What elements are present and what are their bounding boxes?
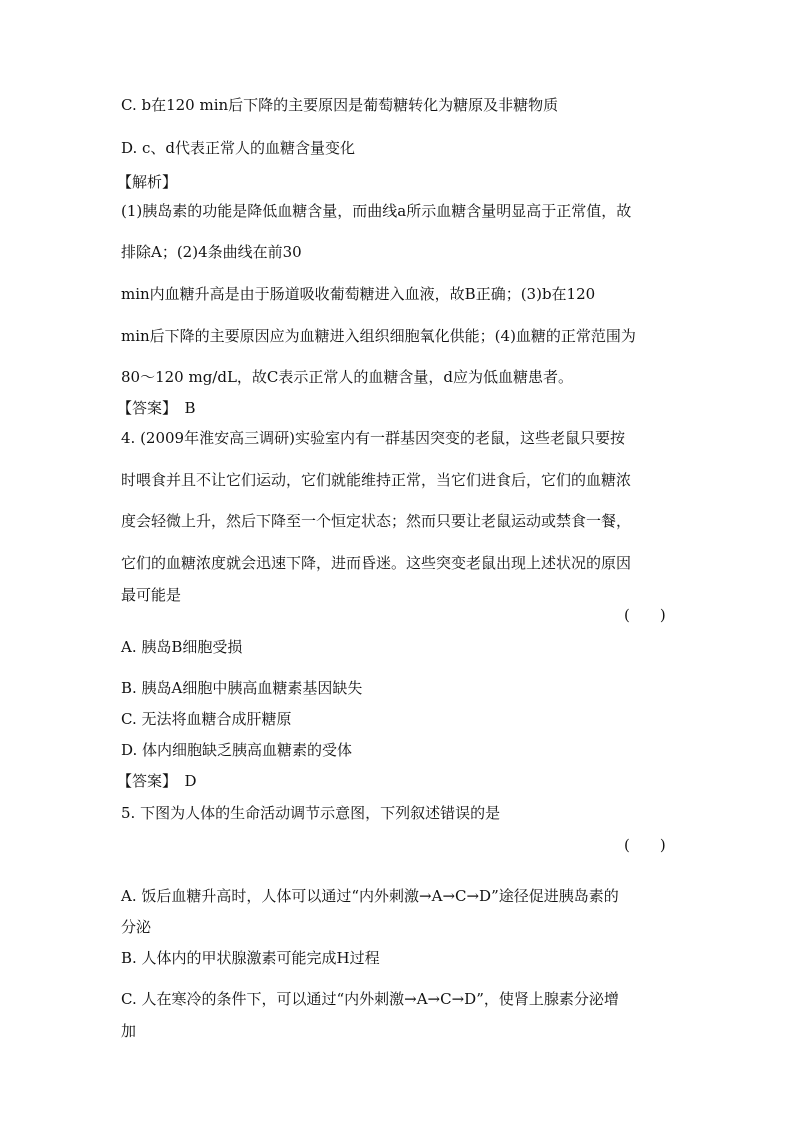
option-a-q4: A. 胰岛B细胞受损 [121,638,243,656]
question-4-stem: 最可能是 [121,586,182,604]
analysis-heading: 【解析】 [117,173,178,191]
option-d-q3: D. c、d代表正常人的血糖含量变化 [121,139,356,157]
question-4-stem: 4. (2009年淮安高三调研)实验室内有一群基因突变的老鼠，这些老鼠只要按 [121,429,625,447]
question-4-stem: 时喂食并且不让它们运动，它们就能维持正常，当它们进食后，它们的血糖浓 [121,471,632,489]
analysis-line: min内血糖升高是由于肠道吸收葡萄糖进入血液，故B正确；(3)b在120 [121,285,596,303]
answer-blank: ( ) [624,606,666,624]
analysis-line: min后下降的主要原因应为血糖进入组织细胞氧化供能；(4)血糖的正常范围为 [121,327,636,345]
option-c-q5-cont: 加 [121,1022,137,1040]
option-b-q4: B. 胰岛A细胞中胰高血糖素基因缺失 [121,679,363,697]
option-d-q4: D. 体内细胞缺乏胰高血糖素的受体 [121,741,353,759]
option-c-q3: C. b在120 min后下降的主要原因是葡萄糖转化为糖原及非糖物质 [121,96,559,114]
question-5-stem: 5. 下图为人体的生命活动调节示意图，下列叙述错误的是 [121,804,501,822]
option-a-q5-cont: 分泌 [121,918,152,936]
option-c-q4: C. 无法将血糖合成肝糖原 [121,710,292,728]
option-a-q5: A. 饭后血糖升高时，人体可以通过“内外刺激→A→C→D”途径促进胰岛素的 [121,887,619,905]
analysis-line: (1)胰岛素的功能是降低血糖含量，而曲线a所示血糖含量明显高于正常值，故 [121,202,632,220]
analysis-line: 80～120 mg/dL，故C表示正常人的血糖含量，d应为低血糖患者。 [121,368,574,386]
question-4-stem: 它们的血糖浓度就会迅速下降，进而昏迷。这些突变老鼠出现上述状况的原因 [121,554,632,572]
answer-q4: 【答案】 D [117,772,197,790]
answer-blank: ( ) [624,836,666,854]
option-b-q5: B. 人体内的甲状腺激素可能完成H过程 [121,949,380,967]
option-c-q5: C. 人在寒冷的条件下，可以通过“内外刺激→A→C→D”，使肾上腺素分泌增 [121,990,619,1008]
answer-q3: 【答案】 B [117,399,196,417]
analysis-line: 排除A；(2)4条曲线在前30 [121,243,302,261]
question-4-stem: 度会轻微上升，然后下降至一个恒定状态；然而只要让老鼠运动或禁食一餐， [121,512,632,530]
